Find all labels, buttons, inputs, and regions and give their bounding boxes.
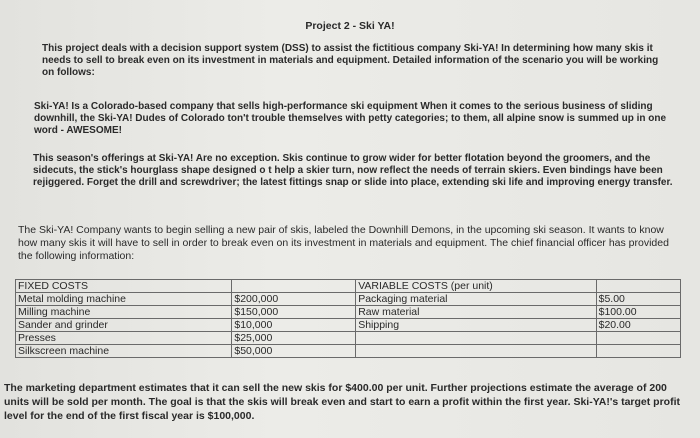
fixed-item: Sander and grinder — [16, 319, 232, 332]
empty-cell — [596, 345, 680, 358]
empty-cell — [356, 332, 596, 345]
season-paragraph: This season's offerings at Ski-YA! Are no exception. Skis continue to grow wider for better flotation beyond the groomers, and the sidecuts, the stick's hourglass shape designed o t help a skier turn, now reflect the needs of terrain skiers. Even bindings have been rejiggered. Forget the drill and screwdriver; the latest fittings snap or slide into place, extending ski life and improving energy transfer. — [33, 153, 673, 188]
table-row — [16, 345, 681, 358]
fixed-item: Silkscreen machine — [16, 345, 232, 358]
variable-item: Packaging material — [356, 293, 596, 306]
table-row — [16, 319, 681, 332]
variable-cost: $5.00 — [596, 293, 680, 306]
empty-cell — [596, 280, 680, 293]
empty-cell — [596, 332, 680, 345]
table-row — [16, 332, 681, 345]
fixed-cost: $25,000 — [232, 332, 356, 345]
fixed-cost: $200,000 — [232, 293, 356, 306]
costs-table — [15, 279, 681, 358]
empty-cell — [356, 345, 596, 358]
variable-cost: $20.00 — [596, 319, 680, 332]
variable-cost: $100.00 — [596, 306, 680, 319]
fixed-item: Presses — [16, 332, 232, 345]
table-row — [16, 306, 681, 319]
task-paragraph: The Ski-YA! Company wants to begin selling a new pair of skis, labeled the Downhill Demons, in the upcoming ski season. It wants to know how many skis it will have to sell in order to break even on its investment in materials and equipment. The chief financial officer has provided the following information: — [18, 224, 669, 262]
table-header-row — [16, 280, 681, 293]
company-paragraph: Ski-YA! Is a Colorado-based company that sells high-performance ski equipment When it comes to the serious business of sliding downhill, the Ski-YA! Dudes of Colorado ton't trouble themselves with petty categories; to them, all alpine snow is summed up in one word - AWESOME! — [34, 101, 667, 136]
intro-paragraph: This project deals with a decision support system (DSS) to assist the fictitious company Ski-YA! In determining how many skis it needs to sell to break even on its investment in materials and equipment. Detailed information of the scenario you will be working on follows: — [42, 43, 659, 78]
table-row — [16, 293, 681, 306]
marketing-paragraph: The marketing department estimates that it can sell the new skis for $400.00 per unit. Further projections estimate the average of 200 units will be sold per month. The goal is that the skis will break even and start to earn a profit within the first year. Ski-YA!'s target profit level for the end of the first fiscal year is $100,000. — [4, 382, 680, 422]
fixed-cost: $10,000 — [232, 319, 356, 332]
variable-costs-header: VARIABLE COSTS (per unit) — [356, 280, 596, 293]
page-title: Project 2 - Ski YA! — [305, 20, 395, 32]
fixed-item: Milling machine — [16, 306, 232, 319]
empty-cell — [232, 280, 356, 293]
variable-item: Raw material — [356, 306, 596, 319]
fixed-cost: $50,000 — [232, 345, 356, 358]
fixed-costs-header: FIXED COSTS — [16, 280, 232, 293]
fixed-cost: $150,000 — [232, 306, 356, 319]
fixed-item: Metal molding machine — [16, 293, 232, 306]
variable-item: Shipping — [356, 319, 596, 332]
